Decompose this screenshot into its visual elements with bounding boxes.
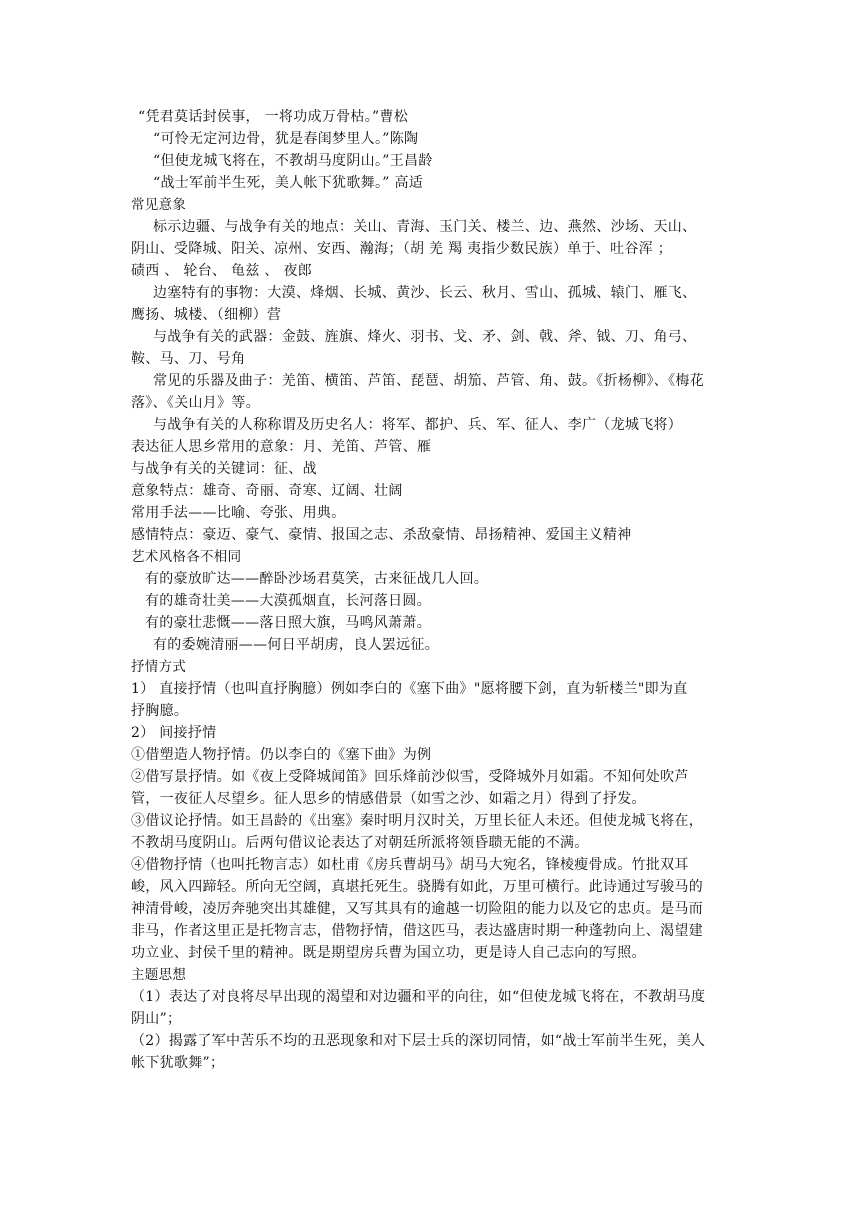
paragraph-line: 碛西 、 轮台、 龟兹 、 夜郎 xyxy=(131,263,313,279)
style-line-1: 有的豪放旷达——醉卧沙场君莫笑，古来征战几人回。 xyxy=(145,571,489,587)
paragraph-line: 鞍、马、刀、号角 xyxy=(131,351,246,367)
style-line-4: 有的委婉清丽——何日平胡虏，良人罢远征。 xyxy=(153,637,439,653)
paragraph-line: 鹰扬、城楼、（细柳）营 xyxy=(131,307,282,323)
paragraph-line: （1）表达了对良将尽早出现的渴望和对边疆和平的向往，如“但使龙城飞将在，不教胡马度 xyxy=(131,989,706,1005)
paragraph-line: （2）揭露了军中苦乐不均的丑恶现象和对下层士兵的深切同情，如“战士军前半生死，美人 xyxy=(131,1033,706,1049)
paragraph-line: 表达征人思乡常用的意象：月、羌笛、芦管、雁 xyxy=(131,439,432,455)
quote-line-caosong: “凭君莫话封侯事， 一将功成万骨枯。”曹松 xyxy=(138,109,409,125)
paragraph-line: ④借物抒情（也叫托物言志）如杜甫《房兵曹胡马》胡马大宛名，锋棱瘦骨成。竹批双耳 xyxy=(131,857,689,873)
paragraph-line: 神清骨峻，凌厉奔驰突出其雄健，又写其具有的逾越一切险阻的能力以及它的忠贞。是马而 xyxy=(131,901,703,917)
paragraph-line: 阴山、受降城、阳关、凉州、安西、瀚海；（胡 羌 羯 夷指少数民族）单于、吐谷浑 ； xyxy=(131,241,673,257)
paragraph-line: 功立业、封侯千里的精神。既是期望房兵曹为国立功，更是诗人自己志向的写照。 xyxy=(131,945,646,961)
quote-line-gaoshi: “战士军前半生死，美人帐下犹歌舞。” 高适 xyxy=(153,175,424,191)
paragraph-line: 常用手法——比喻、夸张、用典。 xyxy=(131,505,346,521)
section-heading-theme: 主题思想 xyxy=(131,967,187,983)
paragraph-line: 阴山”； xyxy=(131,1011,182,1027)
paragraph-line: 常见的乐器及曲子：羌笛、横笛、芦笛、琵琶、胡笳、芦管、角、鼓。《折杨柳》、《梅花 xyxy=(153,373,704,389)
paragraph-line: 感情特点：豪迈、豪气、豪情、报国之志、杀敌豪情、昂扬精神、爱国主义精神 xyxy=(131,527,632,543)
paragraph-line: ③借议论抒情。如王昌龄的《出塞》秦时明月汉时关，万里长征人未还。但使龙城飞将在， xyxy=(131,813,703,829)
paragraph-line: 抒胸臆。 xyxy=(131,703,189,719)
section-heading-style: 艺术风格各不相同 xyxy=(131,549,242,565)
paragraph-line: 边塞特有的事物：大漠、烽烟、长城、黄沙、长云、秋月、雪山、孤城、辕门、雁飞、 xyxy=(153,285,697,301)
paragraph-line: 2） 间接抒情 xyxy=(131,725,217,741)
style-line-3: 有的豪壮悲慨——落日照大旗，马鸣风萧萧。 xyxy=(145,615,431,631)
paragraph-line: 标示边疆、与战争有关的地点：关山、青海、玉门关、楼兰、边、燕然、沙场、天山、 xyxy=(153,219,697,235)
paragraph-line: 落》、《关山月》等。 xyxy=(131,395,260,411)
paragraph-line: ①借塑造人物抒情。仍以李白的《塞下曲》为例 xyxy=(131,747,432,763)
section-heading-imagery: 常见意象 xyxy=(131,197,187,213)
section-heading-lyric: 抒情方式 xyxy=(131,659,187,675)
paragraph-line: ②借写景抒情。如《夜上受降城闻笛》回乐烽前沙似雪，受降城外月如霜。不知何处吹芦 xyxy=(131,769,689,785)
paragraph-line: 峻，风入四蹄轻。所向无空阔，真堪托死生。骁腾有如此，万里可横行。此诗通过写骏马的 xyxy=(131,879,703,895)
quote-line-wangchangling: “但使龙城飞将在，不教胡马度阴山。”王昌龄 xyxy=(153,153,433,169)
paragraph-line: 意象特点：雄奇、奇丽、奇寒、辽阔、壮阔 xyxy=(131,483,403,499)
paragraph-line: 帐下犹歌舞”； xyxy=(131,1055,225,1071)
paragraph-line: 非马，作者这里正是托物言志，借物抒情，借这匹马，表达盛唐时期一种蓬勃向上、渴望建 xyxy=(131,923,703,939)
paragraph-line: 与战争有关的人称称谓及历史名人：将军、都护、兵、军、征人、李广（龙城飞将） xyxy=(153,417,683,433)
paragraph-line: 管，一夜征人尽望乡。征人思乡的情感借景（如雪之沙、如霜之月）得到了抒发。 xyxy=(131,791,646,807)
paragraph-line: 不教胡马度阴山。后两句借议论表达了对朝廷所派将领昏聩无能的不满。 xyxy=(131,835,589,851)
paragraph-line: 与战争有关的关键词：征、战 xyxy=(131,461,317,477)
paragraph-line: 1） 直接抒情（也叫直抒胸臆）例如李白的《塞下曲》"愿将腰下剑，直为斩楼兰"即为直 xyxy=(131,681,688,697)
paragraph-line: 与战争有关的武器：金鼓、旌旗、烽火、羽书、戈、矛、剑、戟、斧、钺、刀、角弓、 xyxy=(153,329,697,345)
quote-line-chentao: “可怜无定河边骨，犹是春闺梦里人。”陈陶 xyxy=(153,131,419,147)
style-line-2: 有的雄奇壮美——大漠孤烟直，长河落日圆。 xyxy=(145,593,431,609)
